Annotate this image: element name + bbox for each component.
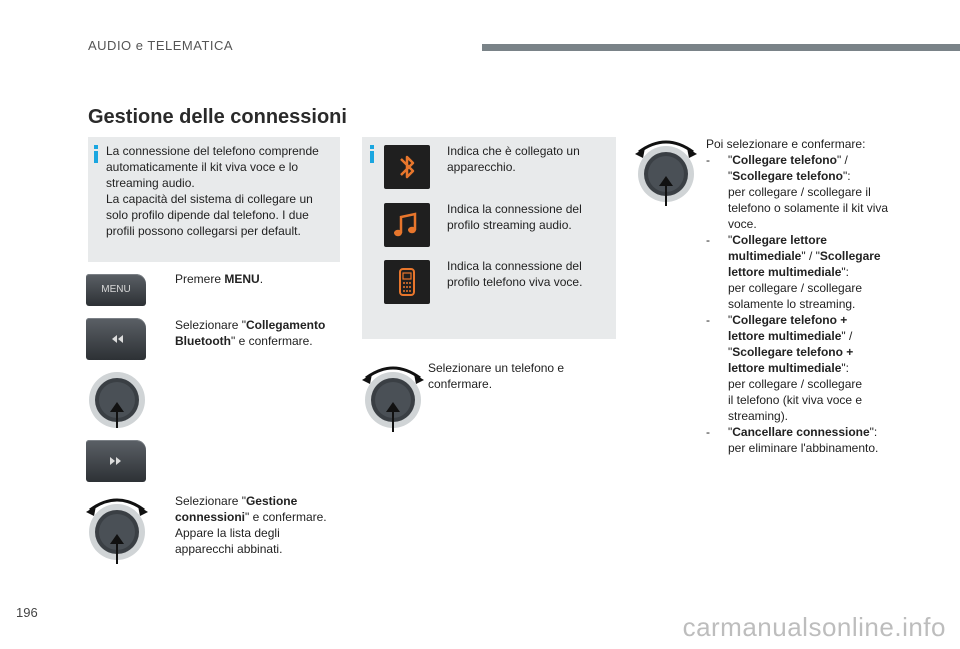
knob-rotate-icon[interactable]	[360, 362, 426, 434]
option-2	[706, 232, 906, 312]
text-line: telefono o solamente il kit viva	[728, 201, 889, 215]
text-line: "Scollegare telefono":	[728, 169, 851, 183]
knob-push-icon[interactable]	[86, 370, 148, 434]
rewind-icon	[86, 318, 146, 360]
dash: -	[706, 425, 710, 439]
bluetooth-desc	[447, 143, 580, 175]
text-bold: MENU	[224, 272, 260, 286]
text-line	[175, 509, 345, 525]
info-box-2	[362, 137, 616, 339]
text-line: lettore multimediale":	[728, 361, 849, 375]
text-line	[175, 317, 340, 333]
mobile-phone-icon	[384, 260, 430, 304]
text-bold: lettore multimediale	[728, 361, 842, 375]
text-line: per collegare / scollegare il	[728, 185, 871, 199]
info-line: profili possono collegarsi per default.	[106, 224, 301, 238]
bluetooth-status-box	[384, 145, 430, 189]
text-line: multimediale" / "Scollegare	[728, 249, 881, 263]
text-line: "Collegare lettore	[728, 233, 827, 247]
text-line: Appare la lista degli	[175, 526, 280, 540]
text-line: "Collegare telefono" /	[728, 153, 848, 167]
text-line: apparecchio.	[447, 160, 516, 174]
text-bold: Scollegare telefono +	[732, 345, 854, 359]
rewind-button[interactable]	[86, 318, 146, 360]
option-3	[706, 312, 906, 424]
text: Selezionare "	[175, 494, 246, 508]
music-note-icon	[384, 203, 430, 247]
forward-button[interactable]	[86, 440, 146, 482]
text-line: per collegare / scollegare	[728, 281, 863, 295]
header-bar	[482, 44, 960, 51]
text-line: per eliminare l'abbinamento.	[728, 441, 879, 455]
options-intro: Poi selezionare e confermare:	[706, 137, 866, 151]
text-line: lettore multimediale" /	[728, 329, 853, 343]
music-status-box	[384, 203, 430, 247]
dash: -	[706, 153, 710, 167]
knob-rotate-icon[interactable]	[633, 136, 699, 208]
text-bold: Collegamento	[245, 318, 326, 332]
page-title: Gestione delle connessioni	[88, 106, 347, 128]
step-bluetooth-text	[175, 317, 340, 349]
watermark: carmanualsonline.info	[682, 612, 946, 642]
text-line: streaming).	[728, 409, 789, 423]
knob-rotate-icon[interactable]	[84, 494, 150, 566]
music-desc	[447, 201, 582, 233]
option-4	[706, 424, 906, 456]
bluetooth-icon	[384, 145, 430, 189]
info-line: La connessione del telefono comprende	[106, 144, 319, 158]
text-bold: Scollegare telefono	[732, 169, 843, 183]
text-line: "Scollegare telefono +	[728, 345, 854, 359]
phone-status-box	[384, 260, 430, 304]
text-line	[175, 333, 340, 349]
text-line: solamente lo streaming.	[728, 297, 856, 311]
option-body	[728, 152, 906, 232]
text-bold: lettore multimediale	[728, 329, 842, 343]
text-line: voce.	[728, 217, 757, 231]
info-box-1	[88, 137, 340, 262]
option-1	[706, 152, 906, 232]
menu-button-label: MENU	[101, 284, 131, 295]
step-menu-text	[175, 271, 263, 287]
info-line: automaticamente il kit viva voce e lo	[106, 160, 299, 174]
text: " e confermare.	[231, 334, 313, 348]
dash: -	[706, 233, 710, 247]
text-line: lettore multimediale":	[728, 265, 849, 279]
text-bold: lettore multimediale	[728, 265, 842, 279]
forward-icon	[86, 440, 146, 482]
text: " e confermare.	[245, 510, 327, 524]
info-icon	[370, 151, 374, 163]
option-body	[728, 424, 906, 456]
info-icon	[94, 151, 98, 163]
text-line	[175, 493, 345, 509]
text-bold: Scollegare	[819, 249, 881, 263]
text-bold: connessioni	[175, 510, 246, 524]
info-line: La capacità del sistema di collegare un	[106, 192, 313, 206]
text-line: Selezionare un telefono e	[428, 361, 565, 375]
text-bold: Bluetooth	[175, 334, 231, 348]
text-bold: Collegare lettore	[732, 233, 827, 247]
info-line: streaming audio.	[106, 176, 195, 190]
menu-button[interactable]	[86, 274, 146, 306]
text-bold: Cancellare connessione	[732, 425, 870, 439]
step-select-phone-text	[428, 360, 564, 392]
text-line: per collegare / scollegare	[728, 377, 863, 391]
page-number: 196	[16, 605, 38, 620]
option-body	[728, 312, 906, 424]
text-line: "Cancellare connessione":	[728, 425, 878, 439]
step-gestione-text	[175, 493, 345, 557]
dash: -	[706, 313, 710, 327]
text-line: profilo telefono viva voce.	[447, 275, 583, 289]
text-line: Indica la connessione del	[447, 202, 582, 216]
section-header: AUDIO e TELEMATICA	[88, 38, 234, 53]
text: Selezionare "	[175, 318, 246, 332]
text-bold: Collegare telefono +	[732, 313, 848, 327]
text-line: Indica la connessione del	[447, 259, 582, 273]
text-line: Indica che è collegato un	[447, 144, 580, 158]
text-line: il telefono (kit viva voce e	[728, 393, 863, 407]
text-bold: Collegare telefono	[732, 153, 837, 167]
text-bold: multimediale	[728, 249, 802, 263]
text-line: confermare.	[428, 377, 493, 391]
option-body	[728, 232, 906, 312]
text-line: profilo streaming audio.	[447, 218, 572, 232]
text: Premere	[175, 272, 225, 286]
info-box-1-text	[106, 143, 338, 239]
phone-desc	[447, 258, 582, 290]
text-line: "Collegare telefono +	[728, 313, 848, 327]
text-line: apparecchi abbinati.	[175, 542, 283, 556]
info-line: solo profilo dipende dal telefono. I due	[106, 208, 309, 222]
text: .	[259, 272, 264, 286]
text-bold: Gestione	[245, 494, 298, 508]
